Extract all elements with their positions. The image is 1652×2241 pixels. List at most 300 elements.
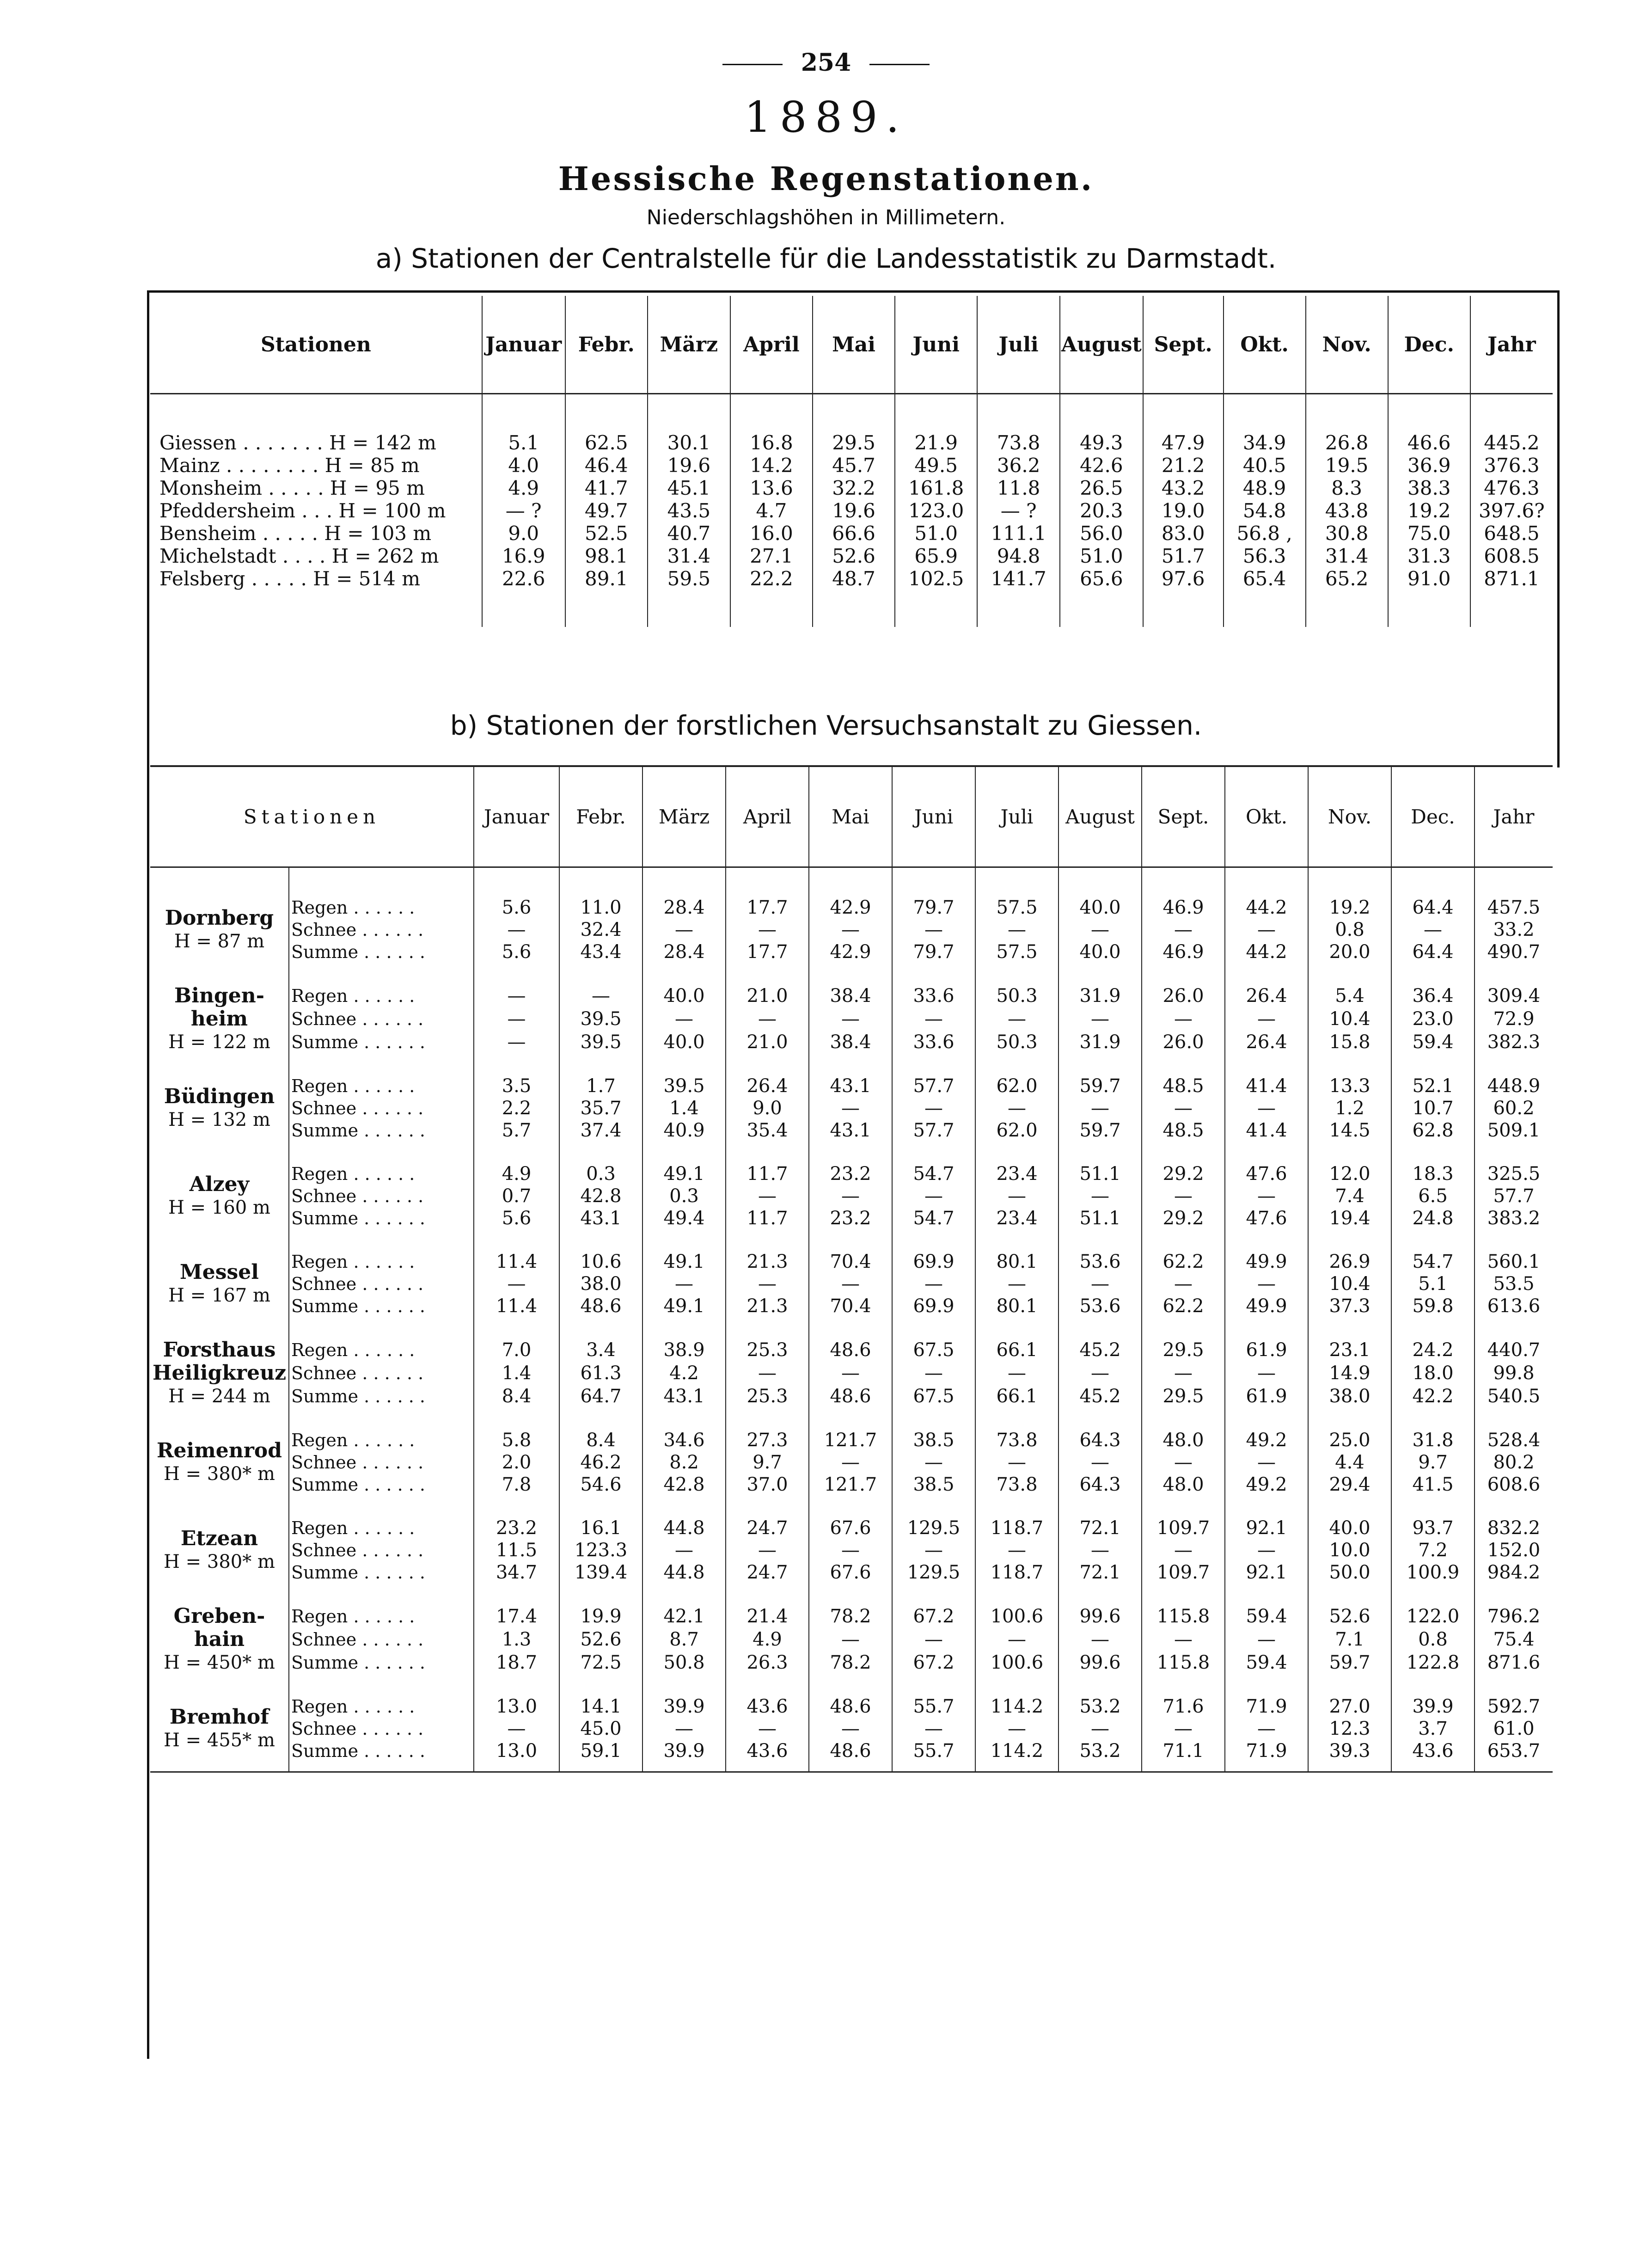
spacer-cell	[1475, 1584, 1553, 1605]
spacer-cell	[642, 1142, 726, 1163]
data-cell: 44.2	[1225, 941, 1308, 963]
spacer-cell	[1143, 608, 1224, 627]
data-cell: —	[975, 1451, 1059, 1474]
data-cell: 0.7	[474, 1185, 559, 1207]
spacer-cell	[289, 1317, 474, 1338]
data-cell: 56.0	[1060, 522, 1143, 545]
data-cell: 23.0	[1391, 1007, 1475, 1031]
data-cell: 9.0	[482, 522, 565, 545]
table-row	[150, 1031, 1553, 1054]
station-name: Etzean	[180, 1527, 258, 1550]
station-name: Mainz . . . . . . . . H = 85 m	[150, 454, 482, 477]
data-cell: 25.3	[726, 1385, 809, 1408]
data-cell: 1.7	[559, 1075, 642, 1097]
table-row	[150, 1273, 1553, 1295]
spacer-cell	[895, 590, 977, 608]
spacer-row	[150, 590, 1553, 608]
data-cell: 9.7	[1391, 1451, 1475, 1474]
data-cell: 78.2	[809, 1651, 892, 1674]
data-cell: 14.2	[730, 454, 813, 477]
data-cell: 78.2	[809, 1605, 892, 1628]
spacer-cell	[1475, 1408, 1553, 1429]
data-cell: —	[1142, 1628, 1225, 1651]
data-cell: 71.9	[1225, 1740, 1308, 1762]
data-cell: 26.0	[1142, 1031, 1225, 1054]
data-cell: 38.0	[559, 1273, 642, 1295]
spacer-cell	[1475, 963, 1553, 984]
station-name: Bensheim . . . . . H = 103 m	[150, 522, 482, 545]
data-cell: 32.2	[813, 477, 895, 499]
data-cell: 10.4	[1308, 1273, 1391, 1295]
spacer-cell	[809, 1584, 892, 1605]
measure-kind: Summe . . . . . .	[289, 941, 474, 963]
spacer-cell	[1308, 867, 1391, 897]
data-cell: 66.1	[975, 1338, 1059, 1362]
measure-kind: Schnee . . . . . .	[289, 1273, 474, 1295]
station-name: Dornberg	[165, 906, 274, 930]
column-header: Febr.	[559, 766, 642, 867]
column-header: Nov.	[1306, 296, 1388, 394]
column-header: August	[1059, 766, 1142, 867]
spacer-cell	[1142, 1142, 1225, 1163]
spacer-cell	[1142, 1496, 1225, 1517]
spacer-cell	[1391, 1142, 1475, 1163]
table-row	[150, 1251, 1553, 1273]
spacer-cell	[809, 963, 892, 984]
data-cell: 45.2	[1059, 1385, 1142, 1408]
data-cell: 57.7	[892, 1075, 975, 1097]
spacer-cell	[1308, 963, 1391, 984]
data-cell: 21.3	[726, 1295, 809, 1317]
data-cell: 43.1	[642, 1385, 726, 1408]
measure-kind: Summe . . . . . .	[289, 1740, 474, 1762]
data-cell: 39.9	[1391, 1695, 1475, 1718]
data-cell: 60.2	[1493, 1098, 1535, 1119]
data-cell: —	[474, 984, 559, 1007]
data-cell: 34.7	[474, 1561, 559, 1584]
station-cell	[150, 1338, 289, 1408]
spacer-cell	[726, 867, 809, 897]
data-cell: 4.2	[642, 1362, 726, 1385]
table-row	[150, 919, 1553, 941]
data-cell: 1.3	[474, 1628, 559, 1651]
data-cell: 65.6	[1060, 567, 1143, 590]
spacer-cell	[559, 1496, 642, 1517]
data-cell: 3.5	[474, 1075, 559, 1097]
data-cell: 79.7	[892, 896, 975, 919]
data-cell: —	[1059, 1451, 1142, 1474]
spacer-cell	[726, 1762, 809, 1772]
data-cell: —	[1059, 1718, 1142, 1740]
station-height: H = 455* m	[164, 1730, 275, 1751]
data-cell: 53.5	[1493, 1273, 1535, 1295]
spacer-cell	[892, 867, 975, 897]
data-cell: —	[642, 1007, 726, 1031]
data-cell: 43.2	[1143, 477, 1224, 499]
data-cell: 18.0	[1391, 1362, 1475, 1385]
data-cell: 71.6	[1142, 1695, 1225, 1718]
data-cell: 4.9	[474, 1163, 559, 1185]
spacer-cell	[892, 1142, 975, 1163]
spacer-cell	[559, 1762, 642, 1772]
data-cell: 35.7	[559, 1097, 642, 1119]
station-name: Giessen . . . . . . . H = 142 m	[150, 394, 482, 454]
data-cell: 5.1	[1391, 1273, 1475, 1295]
data-cell: 457.5	[1487, 897, 1541, 918]
column-header: Januar	[482, 296, 565, 394]
data-cell: 608.5	[1484, 545, 1540, 567]
data-cell: 5.7	[474, 1119, 559, 1142]
spacer-cell	[1306, 590, 1388, 608]
spacer-cell	[289, 1762, 474, 1772]
column-header: Dec.	[1391, 766, 1475, 867]
data-cell: 43.6	[726, 1740, 809, 1762]
data-cell: 99.6	[1059, 1605, 1142, 1628]
spacer-cell	[642, 1317, 726, 1338]
data-cell: —	[1059, 1628, 1142, 1651]
data-cell: 19.5	[1306, 454, 1388, 477]
data-cell: 67.2	[892, 1605, 975, 1628]
spacer-cell	[474, 1317, 559, 1338]
data-cell: 20.0	[1308, 941, 1391, 963]
measure-kind: Regen . . . . . .	[289, 1163, 474, 1185]
column-header: Okt.	[1224, 296, 1306, 394]
table-row	[150, 1097, 1553, 1119]
data-cell: —	[1142, 1097, 1225, 1119]
data-cell: —	[809, 1273, 892, 1295]
data-cell: —	[726, 1718, 809, 1740]
data-cell: —	[1142, 1718, 1225, 1740]
column-header: Juni	[895, 296, 977, 394]
spacer-cell	[474, 1674, 559, 1695]
data-cell: 3.7	[1391, 1718, 1475, 1740]
spacer-cell	[730, 608, 813, 627]
data-cell: 35.4	[726, 1119, 809, 1142]
measure-kind: Summe . . . . . .	[289, 1295, 474, 1317]
data-cell: 123.3	[559, 1539, 642, 1561]
data-cell: 62.0	[975, 1075, 1059, 1097]
measure-kind: Summe . . . . . .	[289, 1385, 474, 1408]
data-cell: —	[892, 1185, 975, 1207]
data-cell: 118.7	[975, 1561, 1059, 1584]
table-row	[150, 1517, 1553, 1539]
station-cell	[150, 896, 289, 963]
spacer-cell	[474, 1054, 559, 1075]
data-cell: 2.2	[474, 1097, 559, 1119]
spacer-cell	[1142, 1674, 1225, 1695]
spacer-cell	[726, 1496, 809, 1517]
data-cell: 75.0	[1388, 522, 1470, 545]
data-cell: —	[1225, 1539, 1308, 1561]
spacer-cell	[1391, 867, 1475, 897]
spacer-cell	[975, 1054, 1059, 1075]
spacer-cell	[1308, 1317, 1391, 1338]
data-cell: 49.2	[1225, 1429, 1308, 1451]
data-cell: 984.2	[1487, 1562, 1541, 1583]
spacer-cell	[1388, 608, 1470, 627]
data-cell: 21.3	[726, 1251, 809, 1273]
data-cell: 36.2	[977, 454, 1059, 477]
column-header: Jahr	[1470, 296, 1553, 394]
data-cell: 13.3	[1308, 1075, 1391, 1097]
data-cell: —	[975, 1628, 1059, 1651]
data-cell: 48.6	[809, 1695, 892, 1718]
data-cell: 22.6	[482, 567, 565, 590]
table-a-header-row	[150, 296, 1553, 394]
table-row	[150, 394, 1553, 454]
spacer-cell	[1470, 590, 1553, 608]
spacer-cell	[474, 1229, 559, 1251]
data-cell: 57.5	[975, 896, 1059, 919]
spacer-cell	[975, 1317, 1059, 1338]
data-cell: —	[1225, 1628, 1308, 1651]
table-row	[150, 499, 1553, 522]
spacer-cell	[1059, 1229, 1142, 1251]
spacer-cell	[1143, 590, 1224, 608]
data-cell: —	[474, 1007, 559, 1031]
spacer-cell	[1391, 1584, 1475, 1605]
spacer-cell	[1059, 963, 1142, 984]
spacer-cell	[565, 608, 648, 627]
station-height: H = 380* m	[164, 1551, 275, 1572]
data-cell: 47.6	[1225, 1163, 1308, 1185]
data-cell: —	[892, 1362, 975, 1385]
data-cell: 115.8	[1142, 1651, 1225, 1674]
data-cell: 39.5	[642, 1075, 726, 1097]
data-cell: 152.0	[1487, 1540, 1541, 1561]
data-cell: 28.4	[642, 896, 726, 919]
spacer-cell	[1306, 608, 1388, 627]
table-row	[150, 1695, 1553, 1718]
data-cell: 5.8	[474, 1429, 559, 1451]
spacer-cell	[726, 1054, 809, 1075]
spacer-cell	[559, 1584, 642, 1605]
spacer-cell	[289, 1054, 474, 1075]
column-header: Stationen	[150, 766, 474, 867]
spacer-cell	[975, 963, 1059, 984]
spacer-cell	[1470, 608, 1553, 627]
spacer-cell	[474, 1496, 559, 1517]
data-cell: 8.7	[642, 1628, 726, 1651]
data-cell: 796.2	[1487, 1606, 1541, 1627]
spacer-cell	[559, 1229, 642, 1251]
data-cell: 27.3	[726, 1429, 809, 1451]
data-cell: 33.2	[1493, 919, 1535, 940]
spacer-cell	[1059, 1142, 1142, 1163]
data-cell: 100.6	[975, 1651, 1059, 1674]
data-cell: 48.0	[1142, 1429, 1225, 1451]
data-cell: 66.1	[975, 1385, 1059, 1408]
spacer-cell	[150, 867, 289, 897]
data-cell: 57.7	[1493, 1185, 1535, 1207]
data-cell: 29.4	[1308, 1474, 1391, 1496]
data-cell: 5.6	[474, 941, 559, 963]
data-cell: 14.1	[559, 1695, 642, 1718]
data-cell: 16.1	[559, 1517, 642, 1539]
data-cell: 53.2	[1059, 1695, 1142, 1718]
data-cell: 37.3	[1308, 1295, 1391, 1317]
table-row	[150, 1740, 1553, 1762]
station-name: Pfeddersheim . . . H = 100 m	[150, 499, 482, 522]
spacer-cell	[726, 1317, 809, 1338]
data-cell: 97.6	[1143, 567, 1224, 590]
page-number-dash-right	[869, 64, 930, 65]
spacer-cell	[1142, 1317, 1225, 1338]
spacer-cell	[642, 1674, 726, 1695]
data-cell: 46.6	[1388, 394, 1470, 454]
data-cell: 309.4	[1487, 985, 1541, 1007]
spacer-cell	[1391, 1674, 1475, 1695]
spacer-cell	[1142, 1762, 1225, 1772]
data-cell: 613.6	[1487, 1295, 1541, 1317]
data-cell: —	[1059, 919, 1142, 941]
spacer-cell	[813, 608, 895, 627]
data-cell: 43.6	[1391, 1740, 1475, 1762]
data-cell: —	[474, 919, 559, 941]
data-cell: —	[474, 1718, 559, 1740]
data-cell: —	[809, 1097, 892, 1119]
spacer-cell	[1308, 1496, 1391, 1517]
data-cell: 871.1	[1484, 567, 1540, 590]
data-cell: 560.1	[1487, 1251, 1541, 1272]
data-cell: —	[1059, 1539, 1142, 1561]
data-cell: 45.7	[813, 454, 895, 477]
data-cell: —	[892, 919, 975, 941]
measure-kind: Schnee . . . . . .	[289, 1185, 474, 1207]
data-cell: 123.0	[895, 499, 977, 522]
data-cell: 21.0	[726, 1031, 809, 1054]
spacer-cell	[1308, 1674, 1391, 1695]
data-cell: 129.5	[892, 1561, 975, 1584]
data-cell: —	[1142, 1539, 1225, 1561]
table-section-a	[150, 296, 1553, 627]
data-cell: 24.2	[1391, 1338, 1475, 1362]
data-cell: 30.8	[1306, 522, 1388, 545]
data-cell: 59.4	[1225, 1605, 1308, 1628]
data-cell: 4.0	[482, 454, 565, 477]
spacer-cell	[809, 1762, 892, 1772]
data-cell: 24.8	[1391, 1207, 1475, 1229]
station-cell	[150, 1695, 289, 1762]
data-cell: 161.8	[895, 477, 977, 499]
data-cell: —	[809, 1185, 892, 1207]
data-cell: 382.3	[1487, 1031, 1541, 1053]
data-cell: 48.6	[809, 1740, 892, 1762]
column-header: Mai	[809, 766, 892, 867]
data-cell: 62.5	[565, 394, 648, 454]
gap-row	[150, 1496, 1553, 1517]
data-cell: 100.6	[975, 1605, 1059, 1628]
data-cell: 49.1	[642, 1163, 726, 1185]
data-cell: —	[726, 1007, 809, 1031]
data-cell: 42.8	[559, 1185, 642, 1207]
data-cell: 23.2	[809, 1163, 892, 1185]
data-cell: 48.6	[809, 1338, 892, 1362]
data-cell: 26.4	[1225, 1031, 1308, 1054]
data-cell: 54.7	[892, 1163, 975, 1185]
data-cell: 62.2	[1142, 1295, 1225, 1317]
data-cell: 8.3	[1306, 477, 1388, 499]
spacer-cell	[150, 1584, 289, 1605]
data-cell: 67.5	[892, 1385, 975, 1408]
spacer-cell	[1391, 1408, 1475, 1429]
data-cell: 93.7	[1391, 1517, 1475, 1539]
data-cell: —	[1142, 1451, 1225, 1474]
table-row	[150, 477, 1553, 499]
spacer-row	[150, 608, 1553, 627]
column-header: Dec.	[1388, 296, 1470, 394]
table-row	[150, 1474, 1553, 1496]
data-cell: 31.4	[648, 545, 730, 567]
measure-kind: Schnee . . . . . .	[289, 1718, 474, 1740]
column-header: Juli	[977, 296, 1059, 394]
data-cell: 26.0	[1142, 984, 1225, 1007]
spacer-cell	[809, 867, 892, 897]
data-cell: 51.7	[1143, 545, 1224, 567]
spacer-cell	[474, 867, 559, 897]
data-cell: —	[809, 1451, 892, 1474]
station-name: Reimenrod	[156, 1439, 282, 1462]
measure-kind: Schnee . . . . . .	[289, 1097, 474, 1119]
data-cell: 114.2	[975, 1695, 1059, 1718]
spacer-cell	[474, 1142, 559, 1163]
data-cell: 65.9	[895, 545, 977, 567]
spacer-cell	[289, 1408, 474, 1429]
data-cell: 17.4	[474, 1605, 559, 1628]
data-cell: 14.9	[1308, 1362, 1391, 1385]
data-cell: 26.4	[726, 1075, 809, 1097]
spacer-cell	[730, 590, 813, 608]
data-cell: 52.5	[565, 522, 648, 545]
spacer-cell	[150, 1496, 289, 1517]
spacer-cell	[150, 608, 482, 627]
data-cell: 38.4	[809, 984, 892, 1007]
station-name: Felsberg . . . . . H = 514 m	[150, 567, 482, 590]
measure-kind: Schnee . . . . . .	[289, 919, 474, 941]
data-cell: 38.3	[1388, 477, 1470, 499]
data-cell: 1.2	[1308, 1097, 1391, 1119]
station-name: Michelstadt . . . . H = 262 m	[150, 545, 482, 567]
station-height: H = 87 m	[174, 931, 265, 952]
spacer-cell	[289, 867, 474, 897]
measure-kind: Schnee . . . . . .	[289, 1007, 474, 1031]
spacer-cell	[892, 1317, 975, 1338]
data-cell: 31.9	[1059, 984, 1142, 1007]
spacer-cell	[289, 1674, 474, 1695]
spacer-cell	[977, 608, 1059, 627]
measure-kind: Regen . . . . . .	[289, 1338, 474, 1362]
spacer-cell	[648, 590, 730, 608]
spacer-cell	[1225, 1762, 1308, 1772]
station-height: H = 450* m	[164, 1652, 275, 1673]
spacer-cell	[1475, 1317, 1553, 1338]
data-cell: —	[1142, 1185, 1225, 1207]
measure-kind: Regen . . . . . .	[289, 1075, 474, 1097]
column-header: Sept.	[1142, 766, 1225, 867]
spacer-cell	[1225, 1496, 1308, 1517]
measure-kind: Regen . . . . . .	[289, 984, 474, 1007]
data-cell: 29.5	[1142, 1385, 1225, 1408]
data-cell: 27.1	[730, 545, 813, 567]
data-cell: 61.9	[1225, 1338, 1308, 1362]
data-cell: 43.5	[648, 499, 730, 522]
spacer-cell	[474, 1408, 559, 1429]
data-cell: 30.1	[648, 394, 730, 454]
station-name: Büdingen	[164, 1085, 275, 1108]
data-cell: 376.3	[1484, 454, 1540, 477]
data-cell: 61.9	[1225, 1385, 1308, 1408]
spacer-cell	[1225, 1317, 1308, 1338]
